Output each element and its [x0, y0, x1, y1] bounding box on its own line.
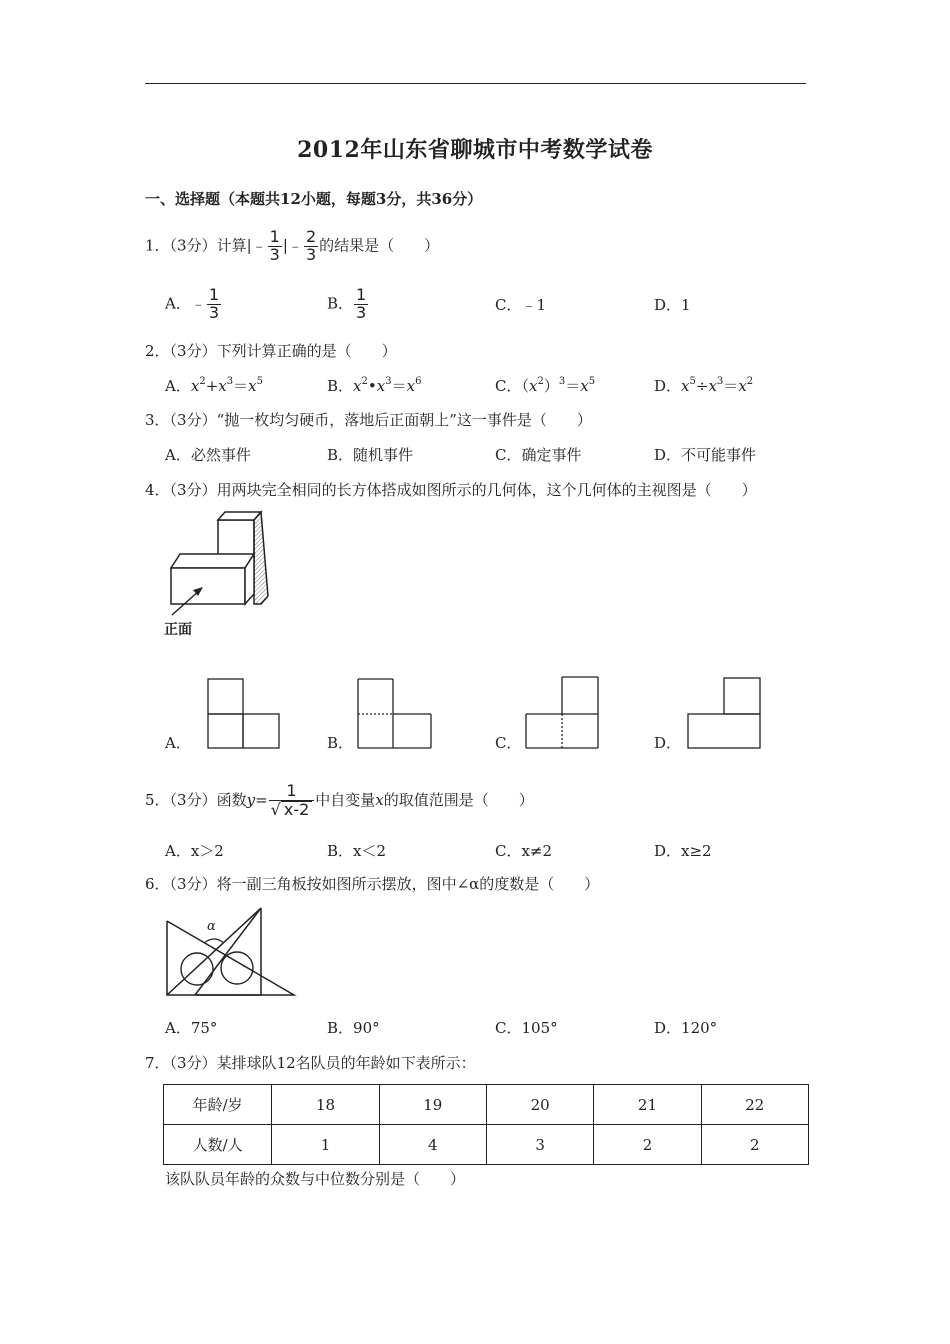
q6-option-c[interactable]: C．105°: [495, 1019, 558, 1037]
q4-option-a[interactable]: A．: [165, 734, 191, 752]
fraction: $\frac{2}{3}$: [305, 227, 317, 264]
table-cell: 20: [486, 1085, 593, 1125]
alpha-label: α: [207, 919, 216, 934]
table-cell: 4: [379, 1125, 486, 1165]
table-cell: 3: [486, 1125, 593, 1165]
table-cell: 2: [701, 1125, 808, 1165]
question-2-stem: 2．（3分）下列计算正确的是（ ）: [145, 342, 397, 360]
q4-option-c-figure: [525, 676, 601, 750]
question-7-stem: 7．（3分）某排球队12名队员的年龄如下表所示：: [145, 1054, 476, 1072]
table-cell: 年龄/岁: [164, 1085, 272, 1125]
q3-option-c[interactable]: C．确定事件: [495, 446, 582, 464]
q1-option-d[interactable]: D．1: [654, 296, 691, 314]
q4-option-b[interactable]: B．: [327, 734, 354, 752]
question-1-stem: 1．（3分）计算|﹣ $\frac{1}{3}$ |﹣ $\frac{2}{3}$ 的结果是（ ）: [145, 227, 440, 264]
table-row: [164, 1085, 809, 1125]
q2-option-c[interactable]: C．$(x^2)^3=x^5$: [495, 376, 596, 395]
q4-option-a-figure: [207, 678, 281, 750]
q6-option-d[interactable]: D．120°: [654, 1019, 718, 1037]
section-heading: 一、选择题（本题共12小题，每题3分，共36分）: [145, 190, 483, 208]
table-cell: 18: [272, 1085, 379, 1125]
q4-option-d[interactable]: D．: [654, 734, 682, 752]
q5-option-b[interactable]: B．x＜2: [327, 842, 387, 860]
table-cell: 人数/人: [164, 1125, 272, 1165]
q2-option-b[interactable]: B．$x^2•x^3=x^6$: [327, 376, 422, 395]
q3-option-d[interactable]: D．不可能事件: [654, 446, 757, 464]
question-3-stem: 3．（3分）“抛一枚均匀硬币，落地后正面朝上”这一事件是（ ）: [145, 411, 592, 429]
q4-option-c[interactable]: C．: [495, 734, 522, 752]
paper-title: 2012年山东省聊城市中考数学试卷: [297, 137, 653, 163]
table-cell: 19: [379, 1085, 486, 1125]
q2-option-d[interactable]: D．$x^5\div x^3=x^2$: [654, 376, 754, 395]
front-label: 正面: [164, 622, 192, 638]
q5-option-d[interactable]: D．x≥2: [654, 842, 712, 860]
question-5-stem: 5．（3分）函数y= $\frac{1}{√ x-2}$ 中自变量x的取值范围是（ ）: [145, 781, 534, 819]
question-6-stem: 6．（3分）将一副三角板按如图所示摆放，图中∠α的度数是（ ）: [145, 875, 600, 893]
q6-option-a[interactable]: A．75°: [165, 1019, 218, 1037]
fraction: $\frac{1}{3}$: [269, 227, 280, 264]
table-cell: 2: [594, 1125, 701, 1165]
table-cell: 21: [594, 1085, 701, 1125]
q5-option-a[interactable]: A．x＞2: [165, 842, 224, 860]
q4-option-b-figure: [357, 678, 433, 750]
q6-option-b[interactable]: B．90°: [327, 1019, 380, 1037]
q4-option-d-figure: [687, 677, 763, 750]
table-cell: 22: [701, 1085, 808, 1125]
q2-option-a[interactable]: A．$x^2+x^3=x^5$: [165, 376, 263, 395]
q1-option-a[interactable]: A．﹣ $\frac{1}{3}$: [165, 285, 220, 322]
q3-option-a[interactable]: A．必然事件: [165, 446, 251, 464]
q1-option-b[interactable]: B． $\frac{1}{3}$: [327, 285, 367, 322]
age-table: [163, 1084, 809, 1165]
q1-option-c[interactable]: C．﹣1: [495, 296, 547, 314]
q3-option-b[interactable]: B．随机事件: [327, 446, 414, 464]
triangle-set-figure: [163, 905, 295, 1000]
question-4-stem: 4．（3分）用两块完全相同的长方体搭成如图所示的几何体，这个几何体的主视图是（ ）: [145, 481, 757, 499]
fraction: $\frac{1}{√ x-2}$: [269, 783, 315, 819]
header-rule: [145, 83, 806, 84]
table-cell: 1: [272, 1125, 379, 1165]
q5-option-c[interactable]: C．x≠2: [495, 842, 553, 860]
question-7-follow: 该队队员年龄的众数与中位数分别是（ ）: [165, 1170, 466, 1188]
table-row: [164, 1125, 809, 1165]
